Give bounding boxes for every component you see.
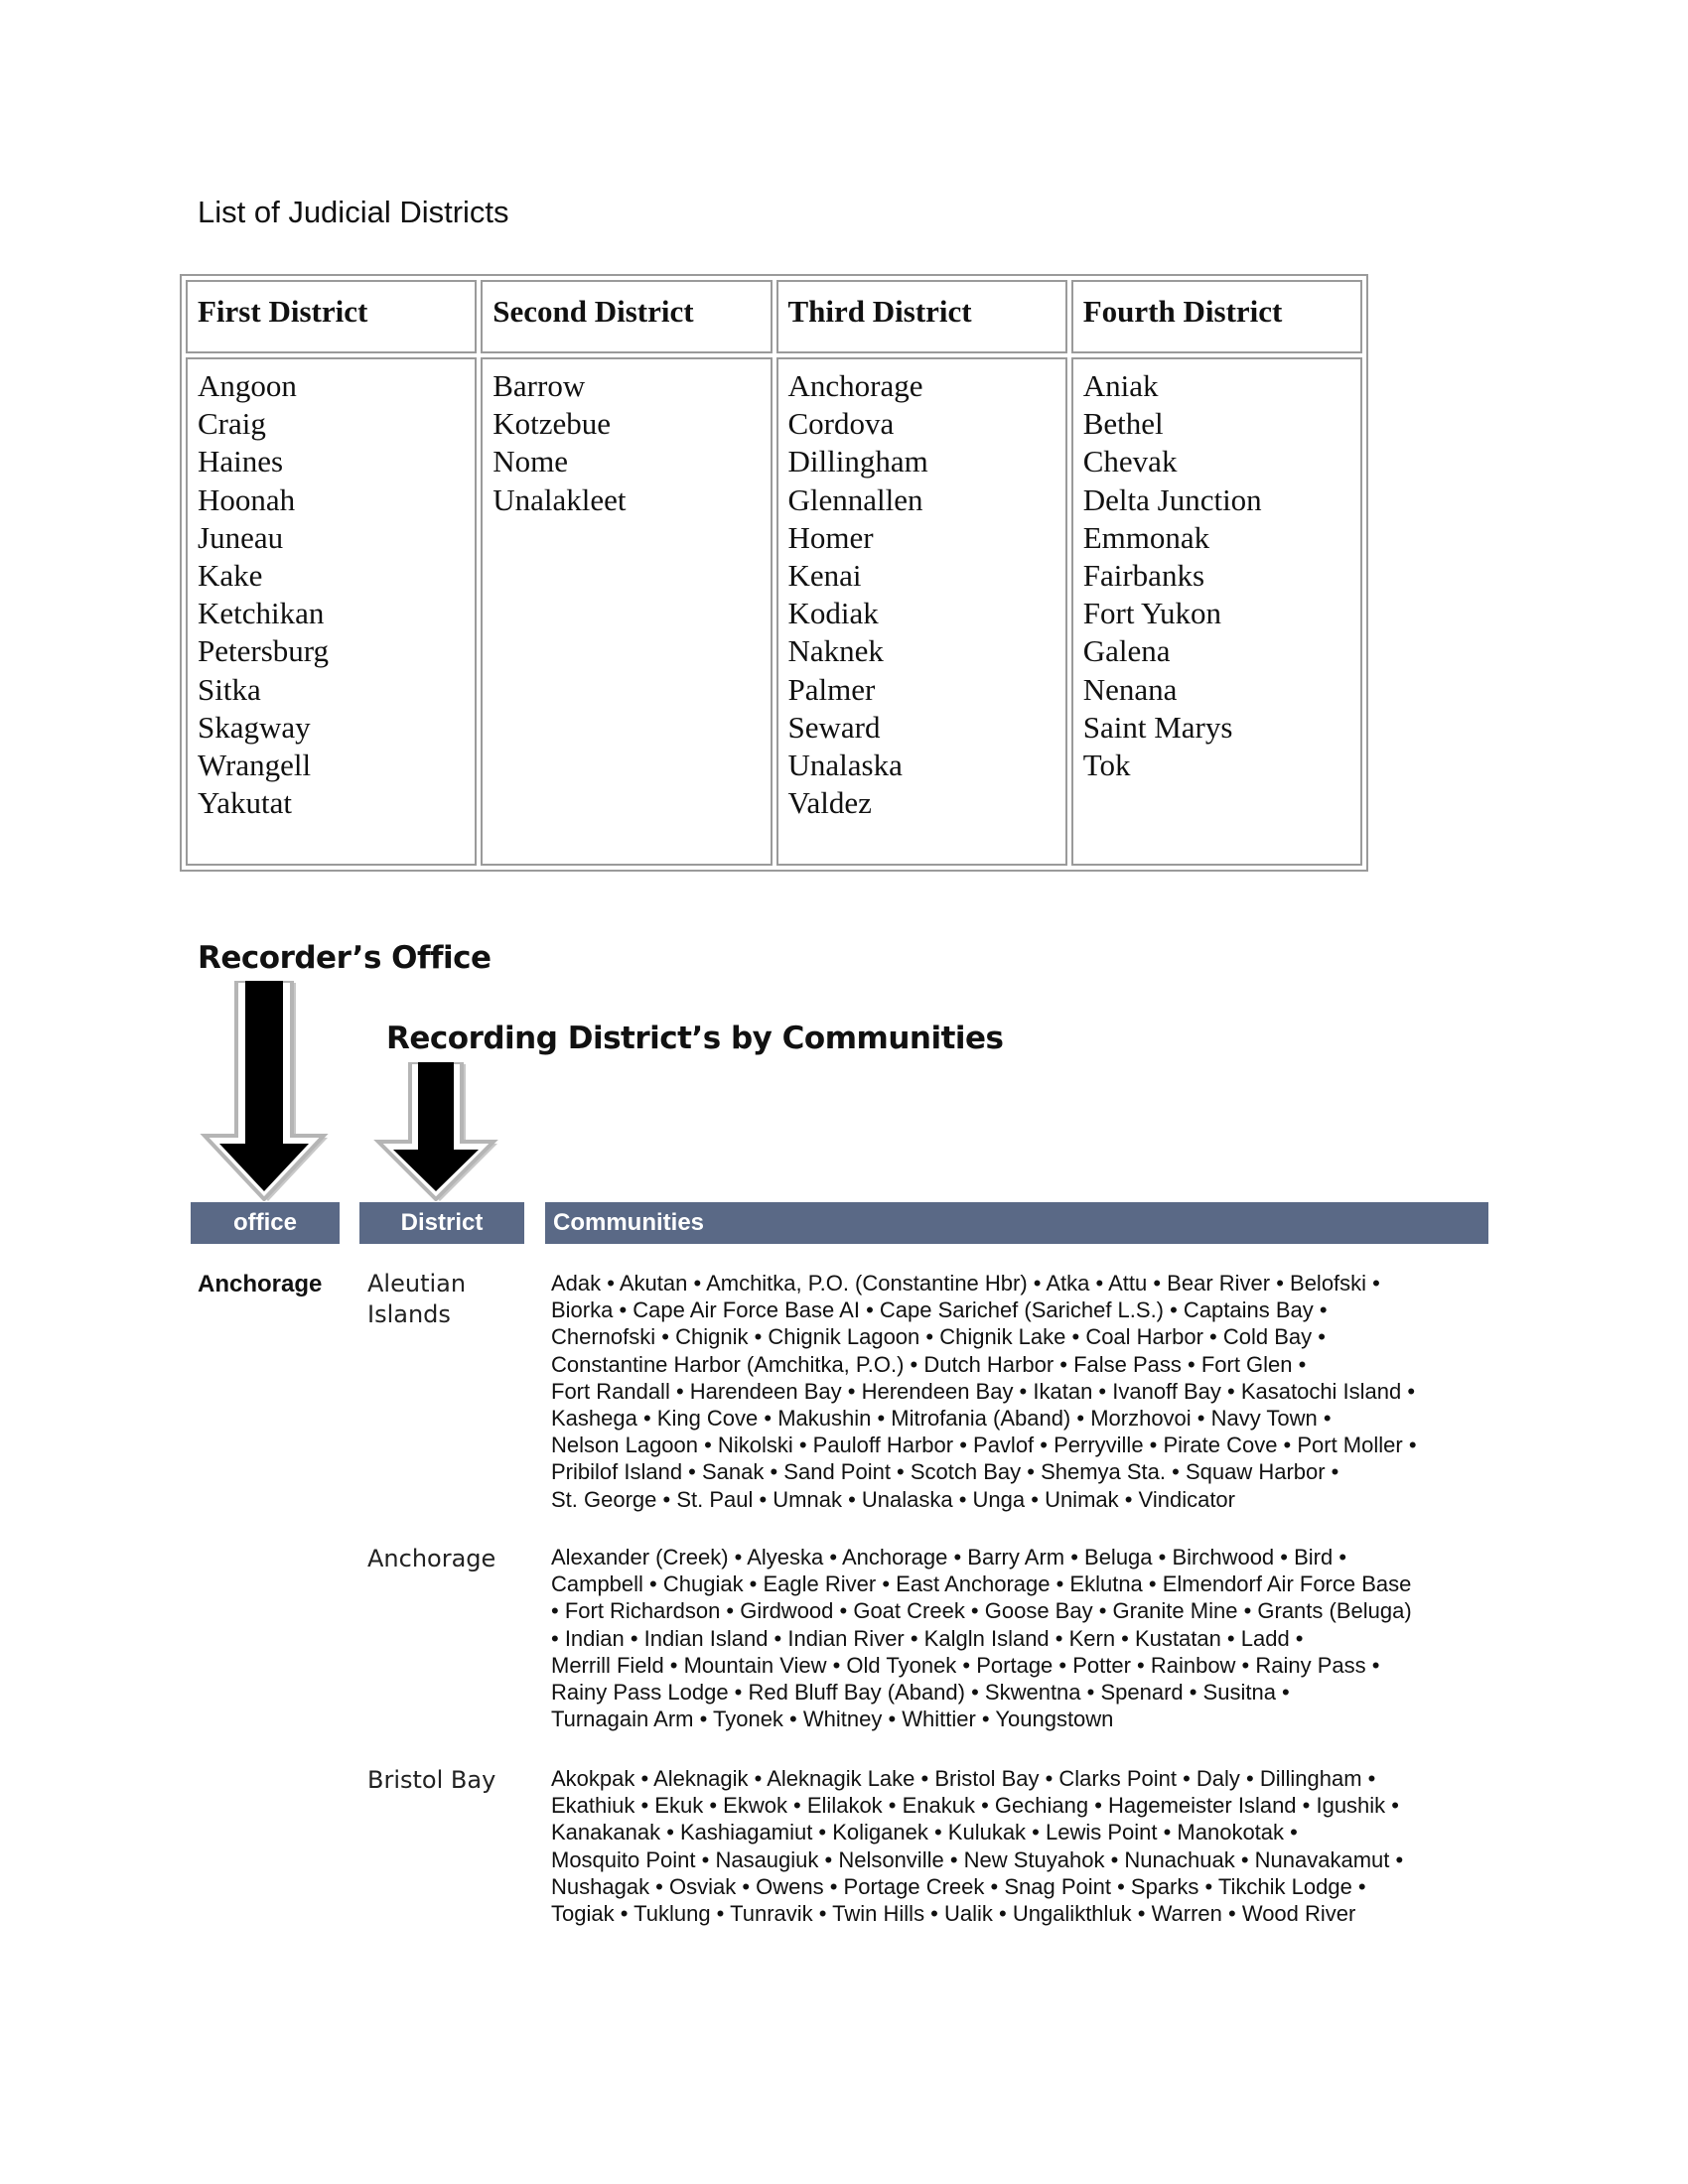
town-name: Dillingham [787,444,928,479]
town-name: Cordova [787,406,895,442]
second-district-towns [481,357,772,866]
town-name: Ketchikan [198,596,325,631]
communities-anchorage [551,1544,1504,1732]
office-header-label: office [232,1209,297,1236]
table-row [186,357,1362,866]
town-name: Petersburg [198,633,330,669]
town-name: Galena [1082,633,1171,669]
office-anchorage: Anchorage [198,1271,323,1297]
district-name-anchorage [367,1544,536,1574]
community-line: Akokpak • Aleknagik • Aleknagik Lake • Bristol Bay • Clarks Point • Daly • Dillingham • [551,1766,1376,1791]
town-name: Aniak [1082,368,1159,403]
community-line: Campbell • Chugiak • Eagle River • East Anchorage • Eklutna • Elmendorf Air Force Base [551,1571,1412,1597]
town-name: Barrow [492,368,586,403]
town-name: Fairbanks [1082,558,1205,594]
second-district-header: Second District [481,280,772,353]
town-name: Saint Marys [1082,709,1233,745]
community-line: • Indian • Indian Island • Indian River • Kalgln Island • Kern • Kustatan • Ladd • [551,1625,1304,1651]
town-name: Kotzebue [492,406,612,442]
communities-aleutian-islands [551,1270,1504,1513]
town-name: Angoon [198,368,297,403]
community-line: • Fort Richardson • Girdwood • Goat Creek • Goose Bay • Granite Mine • Grants (Beluga) [551,1598,1412,1624]
district-name-line: Islands [367,1300,451,1328]
community-line: Fort Randall • Harendeen Bay • Herendeen Bay • Ikatan • Ivanoff Bay • Kasatochi Island • [551,1378,1416,1404]
community-line: Adak • Akutan • Amchitka, P.O. (Constantine Hbr) • Atka • Attu • Bear River • Belofski • [551,1271,1380,1296]
community-line: Mosquito Point • Nasaugiuk • Nelsonville • New Stuyahok • Nunachuak • Nunavakamut • [551,1846,1404,1872]
communities-column-header [545,1202,1488,1244]
community-line: Togiak • Tuklung • Tunravik • Twin Hills • Ualik • Ungalikthluk • Warren • Wood River [551,1901,1356,1927]
town-name: Tok [1082,748,1131,783]
town-name: Delta Junction [1082,481,1262,517]
town-name: Valdez [787,785,872,821]
town-name: Kake [198,558,263,594]
community-line: Turnagain Arm • Tyonek • Whitney • Whittier • Youngstown [551,1706,1114,1732]
community-line: Ekathiuk • Ekuk • Ekwok • Elilakok • Enakuk • Gechiang • Hagemeister Island • Igushik • [551,1793,1399,1819]
community-line: Pribilof Island • Sanak • Sand Point • Scotch Bay • Shemya Sta. • Squaw Harbor • [551,1459,1339,1485]
town-name: Nenana [1082,671,1178,707]
town-name: Yakutat [198,785,293,821]
community-line: Kanakanak • Kashiagamiut • Koliganek • Kulukak • Lewis Point • Manokotak • [551,1820,1298,1845]
town-name: Chevak [1082,444,1178,479]
community-line: Merrill Field • Mountain View • Old Tyonek • Portage • Potter • Rainbow • Rainy Pass • [551,1652,1380,1678]
town-name: Anchorage [787,368,923,403]
judicial-districts-title: List of Judicial Districts [198,195,509,229]
fourth-district-towns [1071,357,1362,866]
town-name: Sitka [198,671,261,707]
town-name: Palmer [787,671,876,707]
down-arrow-icon [366,1062,505,1201]
town-name: Juneau [198,519,284,555]
town-name: Kenai [787,558,862,594]
town-name: Skagway [198,709,311,745]
communities-header-label: Communities [553,1209,705,1236]
town-name: Haines [198,444,284,479]
town-name: Homer [787,519,874,555]
community-line: Rainy Pass Lodge • Red Bluff Bay (Aband) • Skwentna • Spenard • Susitna • [551,1680,1290,1706]
town-name: Hoonah [198,481,296,517]
community-line: Nelson Lagoon • Nikolski • Pauloff Harbor • Pavlof • Perryville • Pirate Cove • Port Moller • [551,1433,1417,1458]
down-arrow-icon [195,981,334,1201]
office-column-header [191,1202,340,1244]
recording-districts-subtitle: Recording District’s by Communities [386,1021,1004,1056]
town-name: Emmonak [1082,519,1210,555]
community-line: St. George • St. Paul • Umnak • Unalaska • Unga • Unimak • Vindicator [551,1486,1235,1512]
third-district-towns [776,357,1067,866]
community-line: Nushagak • Osviak • Owens • Portage Creek • Snag Point • Sparks • Tikchik Lodge • [551,1873,1366,1899]
town-name: Unalaska [787,748,903,783]
town-name: Glennallen [787,481,923,517]
community-line: Kashega • King Cove • Makushin • Mitrofania (Aband) • Morzhovoi • Navy Town • [551,1406,1332,1432]
first-district-towns [186,357,477,866]
town-name: Wrangell [198,748,312,783]
fourth-district-header: Fourth District [1071,280,1362,353]
town-name: Craig [198,406,266,442]
town-name: Seward [787,709,881,745]
town-name: Bethel [1082,406,1164,442]
district-name-line: Anchorage [367,1545,496,1572]
community-line: Constantine Harbor (Amchitka, P.O.) • Dutch Harbor • False Pass • Fort Glen • [551,1351,1307,1377]
district-column-header [359,1202,524,1244]
table-header-row [186,280,1362,353]
third-district-header: Third District [776,280,1067,353]
community-line: Biorka • Cape Air Force Base AI • Cape Sarichef (Sarichef L.S.) • Captains Bay • [551,1297,1328,1323]
town-name: Fort Yukon [1082,596,1221,631]
district-name-bristol-bay [367,1765,536,1796]
community-line: Chernofski • Chignik • Chignik Lagoon • Chignik Lake • Coal Harbor • Cold Bay • [551,1324,1326,1350]
district-name-line: Aleutian [367,1270,467,1297]
recorders-office-title: Recorder’s Office [198,940,492,976]
district-header-label: District [400,1209,484,1236]
community-line: Alexander (Creek) • Alyeska • Anchorage • Barry Arm • Beluga • Birchwood • Bird • [551,1545,1347,1570]
town-name: Kodiak [787,596,879,631]
district-name-aleutian-islands [367,1269,536,1330]
district-name-line: Bristol Bay [367,1766,496,1794]
first-district-header: First District [186,280,477,353]
communities-bristol-bay [551,1765,1504,1927]
town-name: Unalakleet [492,481,627,517]
town-name: Nome [492,444,569,479]
town-name: Naknek [787,633,884,669]
judicial-districts-table [180,274,1368,872]
